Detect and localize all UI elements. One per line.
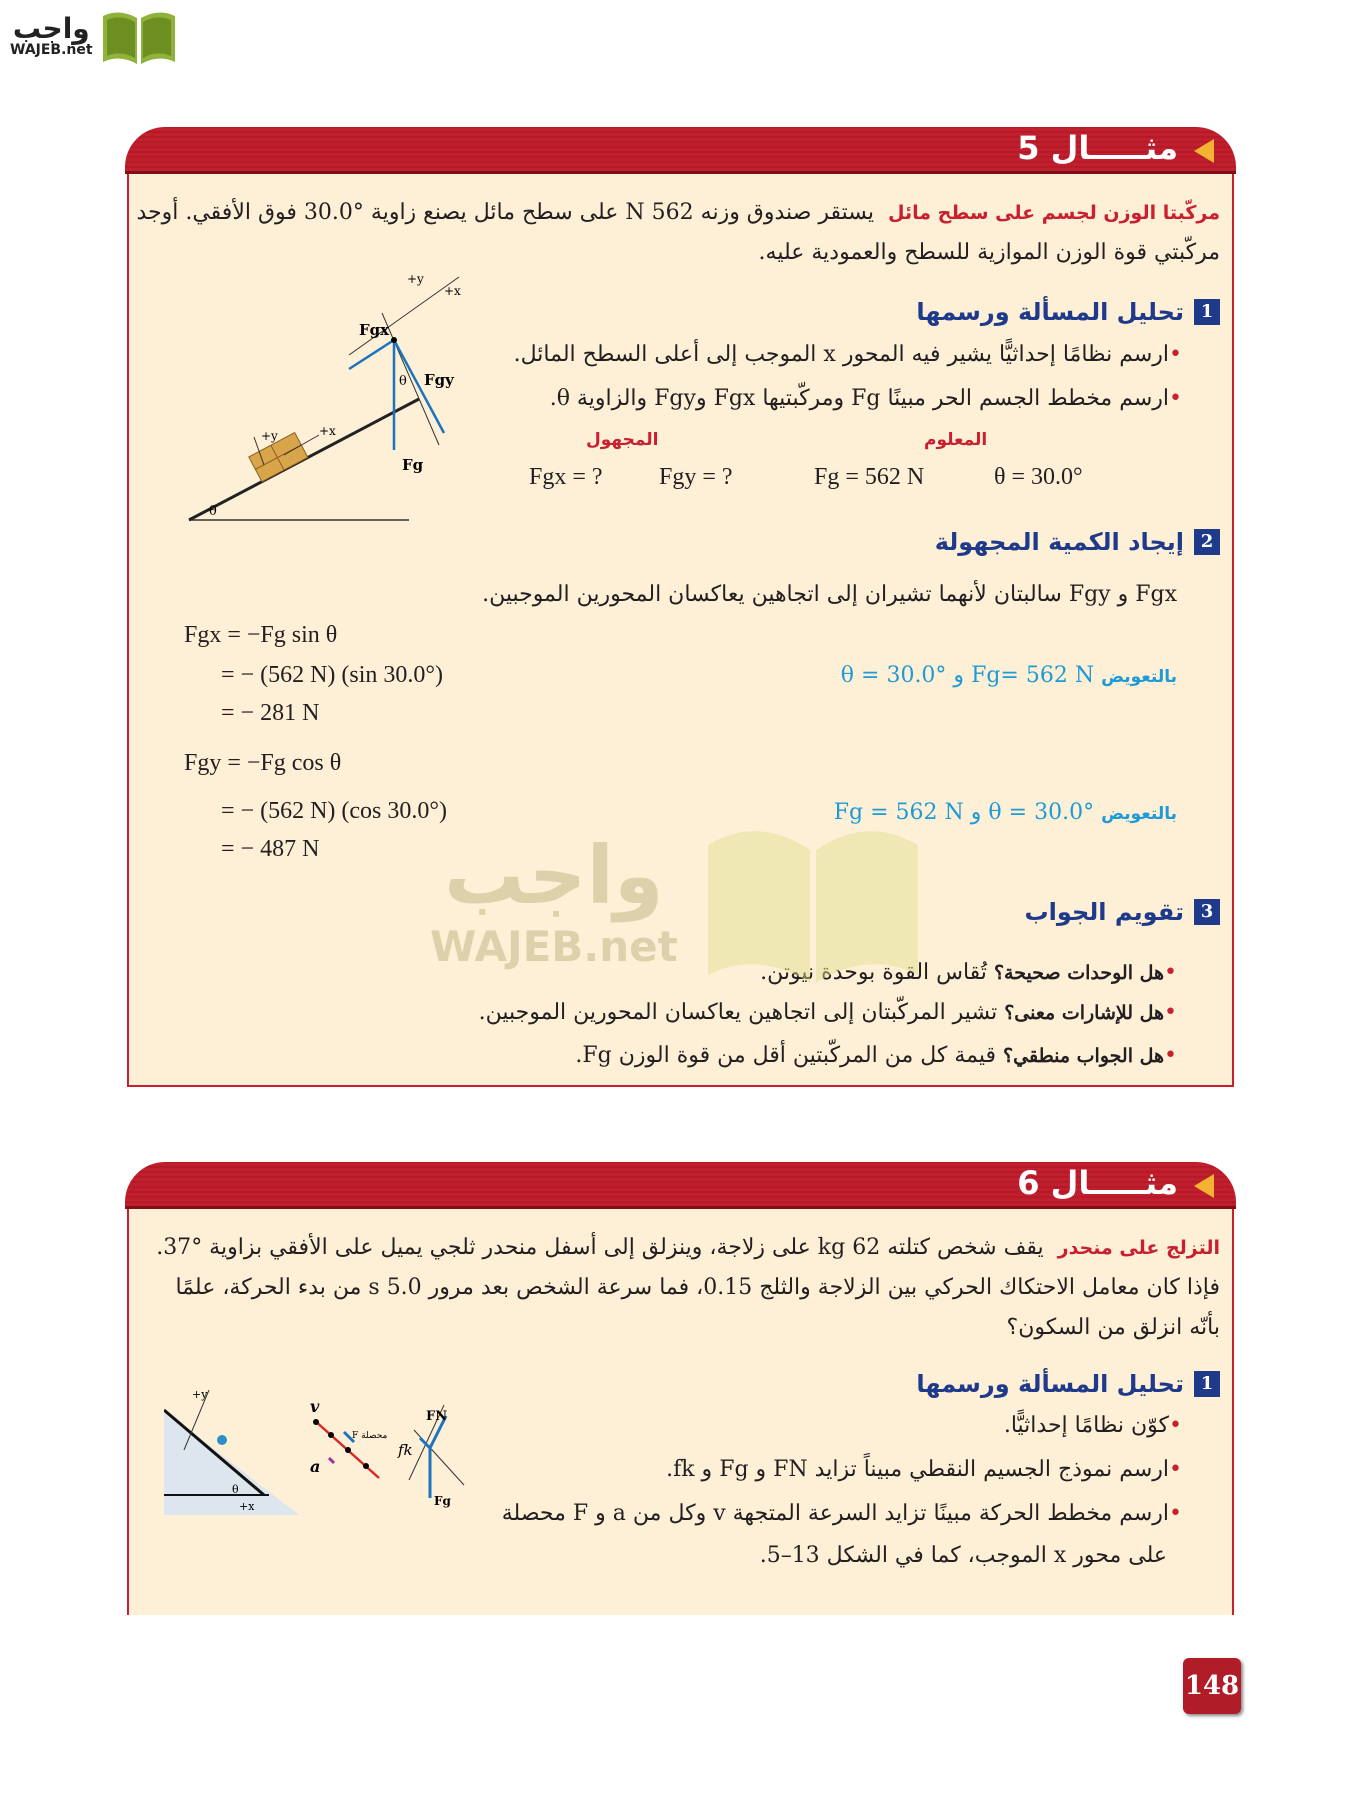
evaluate-bullet-2: •هل للإشارات معنى؟ تشير المركّبتان إلى اتجاهين يعاكسان المحورين الموجبين.	[478, 1000, 1177, 1025]
section-title: تحليل المسألة ورسمها	[916, 1370, 1184, 1398]
label-a: a	[310, 1457, 321, 1476]
eq-fgy-3: = − 487 N	[221, 836, 320, 862]
triangle-arrow-icon	[1194, 139, 1214, 163]
logo-latin: WAJEB.net	[10, 42, 93, 58]
label-v: v	[310, 1397, 320, 1416]
watermark	[430, 810, 950, 990]
section-solve-5	[935, 528, 1220, 556]
unknown-fgx: Fgx = ?	[529, 464, 603, 490]
bullet-text: كوّن نظامًا إحداثيًّا.	[1003, 1413, 1170, 1438]
step-number: 3	[1194, 899, 1220, 925]
unknown-fgy: Fgy = ?	[659, 464, 733, 490]
problem-5-line1	[136, 200, 1220, 225]
ski-diagrams	[164, 1390, 494, 1530]
problem-6-text: يقف شخص كتلته 62 kg على زلاجة، وينزلق إلى أسفل منحدر ثلجي يميل على الأفقي بزاوية °37.	[156, 1235, 1044, 1260]
problem-6-line2: فإذا كان معامل الاحتكاك الحركي بين الزلاجة والثلج 0.15، فما سرعة الشخص بعد مرور 5.0 s من بدء الحركة، علمًا	[175, 1275, 1220, 1300]
label-fn: FN	[426, 1409, 448, 1424]
eq-fgx-2: = − (562 N) (sin 30.0°)	[221, 662, 443, 688]
label-fg: Fg	[434, 1494, 451, 1508]
diagram-label-plus-y-2: +y	[407, 275, 424, 286]
bullet-6-1: •كوّن نظامًا إحداثيًّا.	[1003, 1413, 1182, 1438]
logo-arabic: واجب	[12, 12, 90, 45]
bullet-text: ارسم نظامًا إحداثيًّا يشير فيه المحور x الموجب إلى أعلى السطح المائل.	[513, 342, 1170, 367]
diagram-label-plus-y: +y	[261, 429, 278, 443]
eq-fgy-1: Fgy = −Fg cos θ	[184, 750, 342, 776]
example-5-title: مثـــــال 5	[1017, 129, 1178, 167]
known-fg: Fg = 562 N	[814, 464, 925, 490]
evaluate-bullet-3: •هل الجواب منطقي؟ قيمة كل من المركّبتين أقل من قوة الوزن Fg.	[575, 1043, 1177, 1068]
evaluate-bullet-1: •هل الوحدات صحيحة؟ تُقاس القوة بوحدة نيوتن.	[760, 960, 1177, 985]
example-6-header	[125, 1162, 1236, 1209]
step-number: 2	[1194, 529, 1220, 555]
diagram-label-plus-x: +x	[319, 424, 336, 438]
diagram-label-fgy: Fgy	[424, 371, 454, 389]
eval-question: هل الجواب منطقي؟	[1003, 1045, 1165, 1067]
problem-6-line3: بأنّه انزلق من السكون؟	[1006, 1315, 1220, 1340]
diagram-label-plus-x-2: +x	[444, 284, 461, 298]
section-evaluate-5	[1025, 898, 1220, 926]
known-theta: θ = 30.0°	[994, 464, 1083, 490]
skier-icon	[217, 1435, 227, 1445]
bullet-6-3: •ارسم مخطط الحركة مبينًا تزايد السرعة المتجهة v وكل من a و F محصلة	[501, 1501, 1182, 1526]
eval-question: هل الوحدات صحيحة؟	[993, 962, 1165, 984]
diagram-label-fg: Fg	[402, 456, 424, 474]
sub-label: بالتعويض	[1101, 667, 1177, 687]
problem-6-line1	[156, 1235, 1220, 1260]
bullet-6-3-cont: على محور x الموجب، كما في الشكل 13–5.	[759, 1543, 1167, 1568]
example-6-box	[127, 1205, 1234, 1615]
watermark-latin: WAJEB.net	[430, 922, 678, 971]
triangle-arrow-icon	[1194, 1174, 1214, 1198]
eq-fgy-2: = − (562 N) (cos 30.0°)	[221, 798, 447, 824]
section-title: تحليل المسألة ورسمها	[916, 298, 1184, 326]
diagram-label-theta-2: θ	[399, 374, 407, 389]
step-number: 1	[1194, 299, 1220, 325]
bullet-text: ارسم مخطط الجسم الحر مبينًا Fg ومركّبتيها Fgx وFgy والزاوية θ.	[549, 386, 1170, 411]
problem-5-line2: مركّبتي قوة الوزن الموازية للسطح والعمودية عليه.	[758, 240, 1220, 265]
sub-text: θ = 30.0° و Fg = 562 N	[833, 800, 1095, 825]
unknown-label: المجهول	[586, 430, 659, 450]
label-theta: θ	[232, 1483, 239, 1496]
bullet-6-2: •ارسم نموذج الجسيم النقطي مبيناً تزايد FN و Fg و fk.	[666, 1457, 1182, 1482]
page-number: 148	[1183, 1658, 1241, 1714]
eval-question: هل للإشارات معنى؟	[1004, 1002, 1165, 1024]
problem-5-label: مركّبتا الوزن لجسم على سطح مائل	[888, 202, 1220, 224]
step-number: 1	[1194, 1371, 1220, 1397]
label-plus-x: +x	[239, 1500, 255, 1513]
eval-answer: قيمة كل من المركّبتين أقل من قوة الوزن Fg.	[575, 1043, 997, 1068]
problem-6-label: التزلج على منحدر	[1057, 1237, 1220, 1259]
example-5-header	[125, 127, 1236, 174]
eval-answer: تشير المركّبتان إلى اتجاهين يعاكسان المحورين الموجبين.	[478, 1000, 998, 1025]
substitution-x	[841, 663, 1177, 688]
bullet-text: ارسم مخطط الحركة مبينًا تزايد السرعة المتجهة v وكل من a و F محصلة	[501, 1501, 1170, 1526]
label-fnet: F محصلة	[352, 1431, 388, 1441]
section-title: تقويم الجواب	[1024, 898, 1184, 926]
bullet-5-1: •ارسم نظامًا إحداثيًّا يشير فيه المحور x الموجب إلى أعلى السطح المائل.	[513, 342, 1182, 367]
example-6-title: مثـــــال 6	[1017, 1164, 1178, 1202]
sub-label: بالتعويض	[1101, 804, 1177, 824]
sub-text: Fg= 562 N و θ = 30.0°	[840, 663, 1095, 688]
bullet-5-2: •ارسم مخطط الجسم الحر مبينًا Fg ومركّبتيها Fgx وFgy والزاوية θ.	[549, 386, 1182, 411]
book-icon	[99, 6, 179, 66]
watermark-arabic: واجب	[444, 829, 664, 922]
diagram-label-fgx: Fgx	[359, 321, 390, 339]
section-title: إيجاد الكمية المجهولة	[934, 528, 1184, 556]
eq-fgx-3: = − 281 N	[221, 700, 320, 726]
diagram-label-theta: θ	[209, 504, 217, 519]
bullet-text: ارسم نموذج الجسيم النقطي مبيناً تزايد FN و Fg و fk.	[666, 1457, 1170, 1482]
watermark-book-icon	[698, 815, 928, 985]
solve-5-text: Fgx و Fgy سالبتان لأنهما تشيران إلى اتجاهين يعاكسان المحورين الموجبين.	[482, 582, 1177, 607]
label-fk: fk	[398, 1441, 413, 1459]
incline-diagram	[169, 275, 509, 535]
wajeb-logo	[10, 5, 190, 67]
section-analyze-6	[916, 1370, 1220, 1398]
section-analyze-5	[916, 298, 1220, 326]
label-plus-y: +y	[192, 1390, 208, 1401]
problem-5-text: يستقر صندوق وزنه 562 N على سطح مائل يصنع زاوية °30.0 فوق الأفقي. أوجد	[136, 200, 875, 225]
eq-fgx-1: Fgx = −Fg sin θ	[184, 622, 338, 648]
known-label: المعلوم	[924, 430, 988, 450]
eval-answer: تُقاس القوة بوحدة نيوتن.	[760, 960, 987, 985]
